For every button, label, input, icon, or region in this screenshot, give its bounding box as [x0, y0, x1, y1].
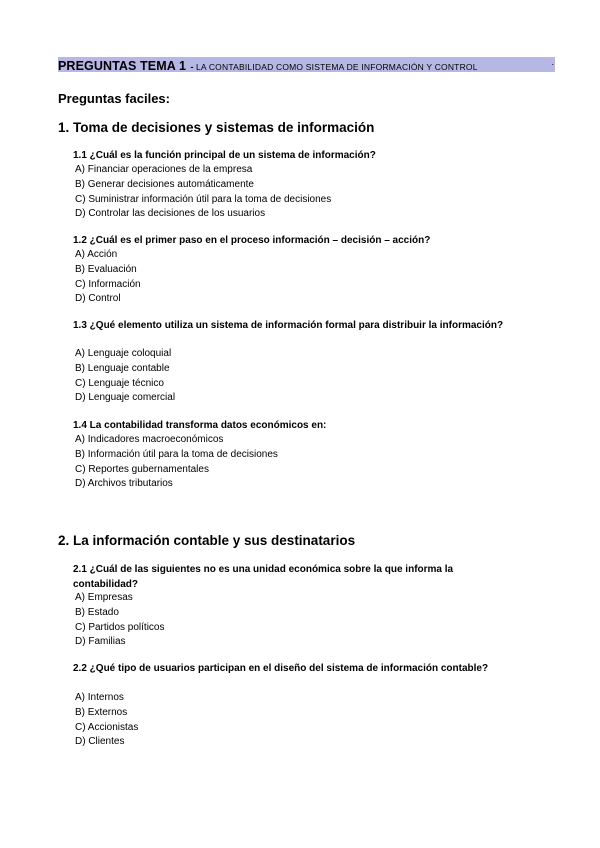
question-text: 1.4 La contabilidad transforma datos económicos en:: [73, 420, 327, 431]
question-text: 2.1 ¿Cuál de las siguientes no es una unidad económica sobre la que informa la contabilidad?: [73, 564, 454, 590]
answer-option: C) Lenguaje técnico: [75, 377, 164, 389]
answer-option: D) Clientes: [75, 736, 125, 748]
question-text: 1.3 ¿Qué elemento utiliza un sistema de información formal para distribuir la información?: [73, 320, 504, 331]
document-subtitle: LA CONTABILIDAD COMO SISTEMA DE INFORMACIÓN Y CONTROL: [195, 62, 478, 72]
answer-option: A) Empresas: [75, 592, 133, 603]
answer-option: D) Controlar las decisiones de los usuarios: [75, 208, 266, 220]
answer-option: C) Accionistas: [75, 721, 139, 733]
section-title: 1. Toma de decisiones y sistemas de información: [58, 120, 375, 135]
answer-option: D) Familias: [75, 636, 126, 648]
answer-option: A) Acción: [75, 249, 118, 260]
title-trailing-dot: .: [551, 57, 554, 67]
option-list: [75, 347, 175, 406]
answer-option: C) Partidos políticos: [75, 621, 165, 633]
option-list: [75, 248, 141, 307]
answer-option: C) Reportes gubernamentales: [75, 463, 209, 475]
title-separator: -: [190, 62, 196, 72]
option-list: [75, 163, 331, 222]
answer-option: D) Lenguaje comercial: [75, 392, 176, 404]
question-text: 1.1 ¿Cuál es la función principal de un sistema de información?: [73, 150, 376, 161]
answer-option: B) Evaluación: [75, 263, 137, 275]
answer-option: D) Archivos tributarios: [75, 478, 173, 490]
difficulty-heading: Preguntas faciles:: [58, 91, 170, 106]
answer-option: B) Externos: [75, 706, 128, 718]
answer-option: A) Indicadores macroeconómicos: [75, 434, 224, 445]
answer-option: A) Internos: [75, 692, 124, 703]
answer-option: A) Lenguaje coloquial: [75, 348, 172, 359]
answer-option: B) Lenguaje contable: [75, 362, 170, 374]
section-title: 2. La información contable y sus destinatarios: [58, 533, 356, 548]
answer-option: D) Control: [75, 293, 121, 305]
option-list: [75, 591, 164, 650]
question-text: 1.2 ¿Cuál es el primer paso en el proceso información – decisión – acción?: [73, 235, 431, 246]
answer-option: B) Generar decisiones automáticamente: [75, 178, 254, 190]
answer-option: B) Información útil para la toma de decisiones: [75, 448, 278, 460]
option-list: [75, 433, 278, 492]
answer-option: B) Estado: [75, 606, 119, 618]
answer-option: C) Suministrar información útil para la toma de decisiones: [75, 193, 332, 205]
document-title: PREGUNTAS TEMA 1: [58, 59, 186, 72]
answer-option: A) Financiar operaciones de la empresa: [75, 164, 253, 175]
answer-option: C) Información: [75, 278, 141, 290]
option-list: [75, 691, 138, 750]
question-text: 2.2 ¿Qué tipo de usuarios participan en el diseño del sistema de información contable?: [73, 663, 489, 674]
document-title-bar: [58, 57, 555, 72]
